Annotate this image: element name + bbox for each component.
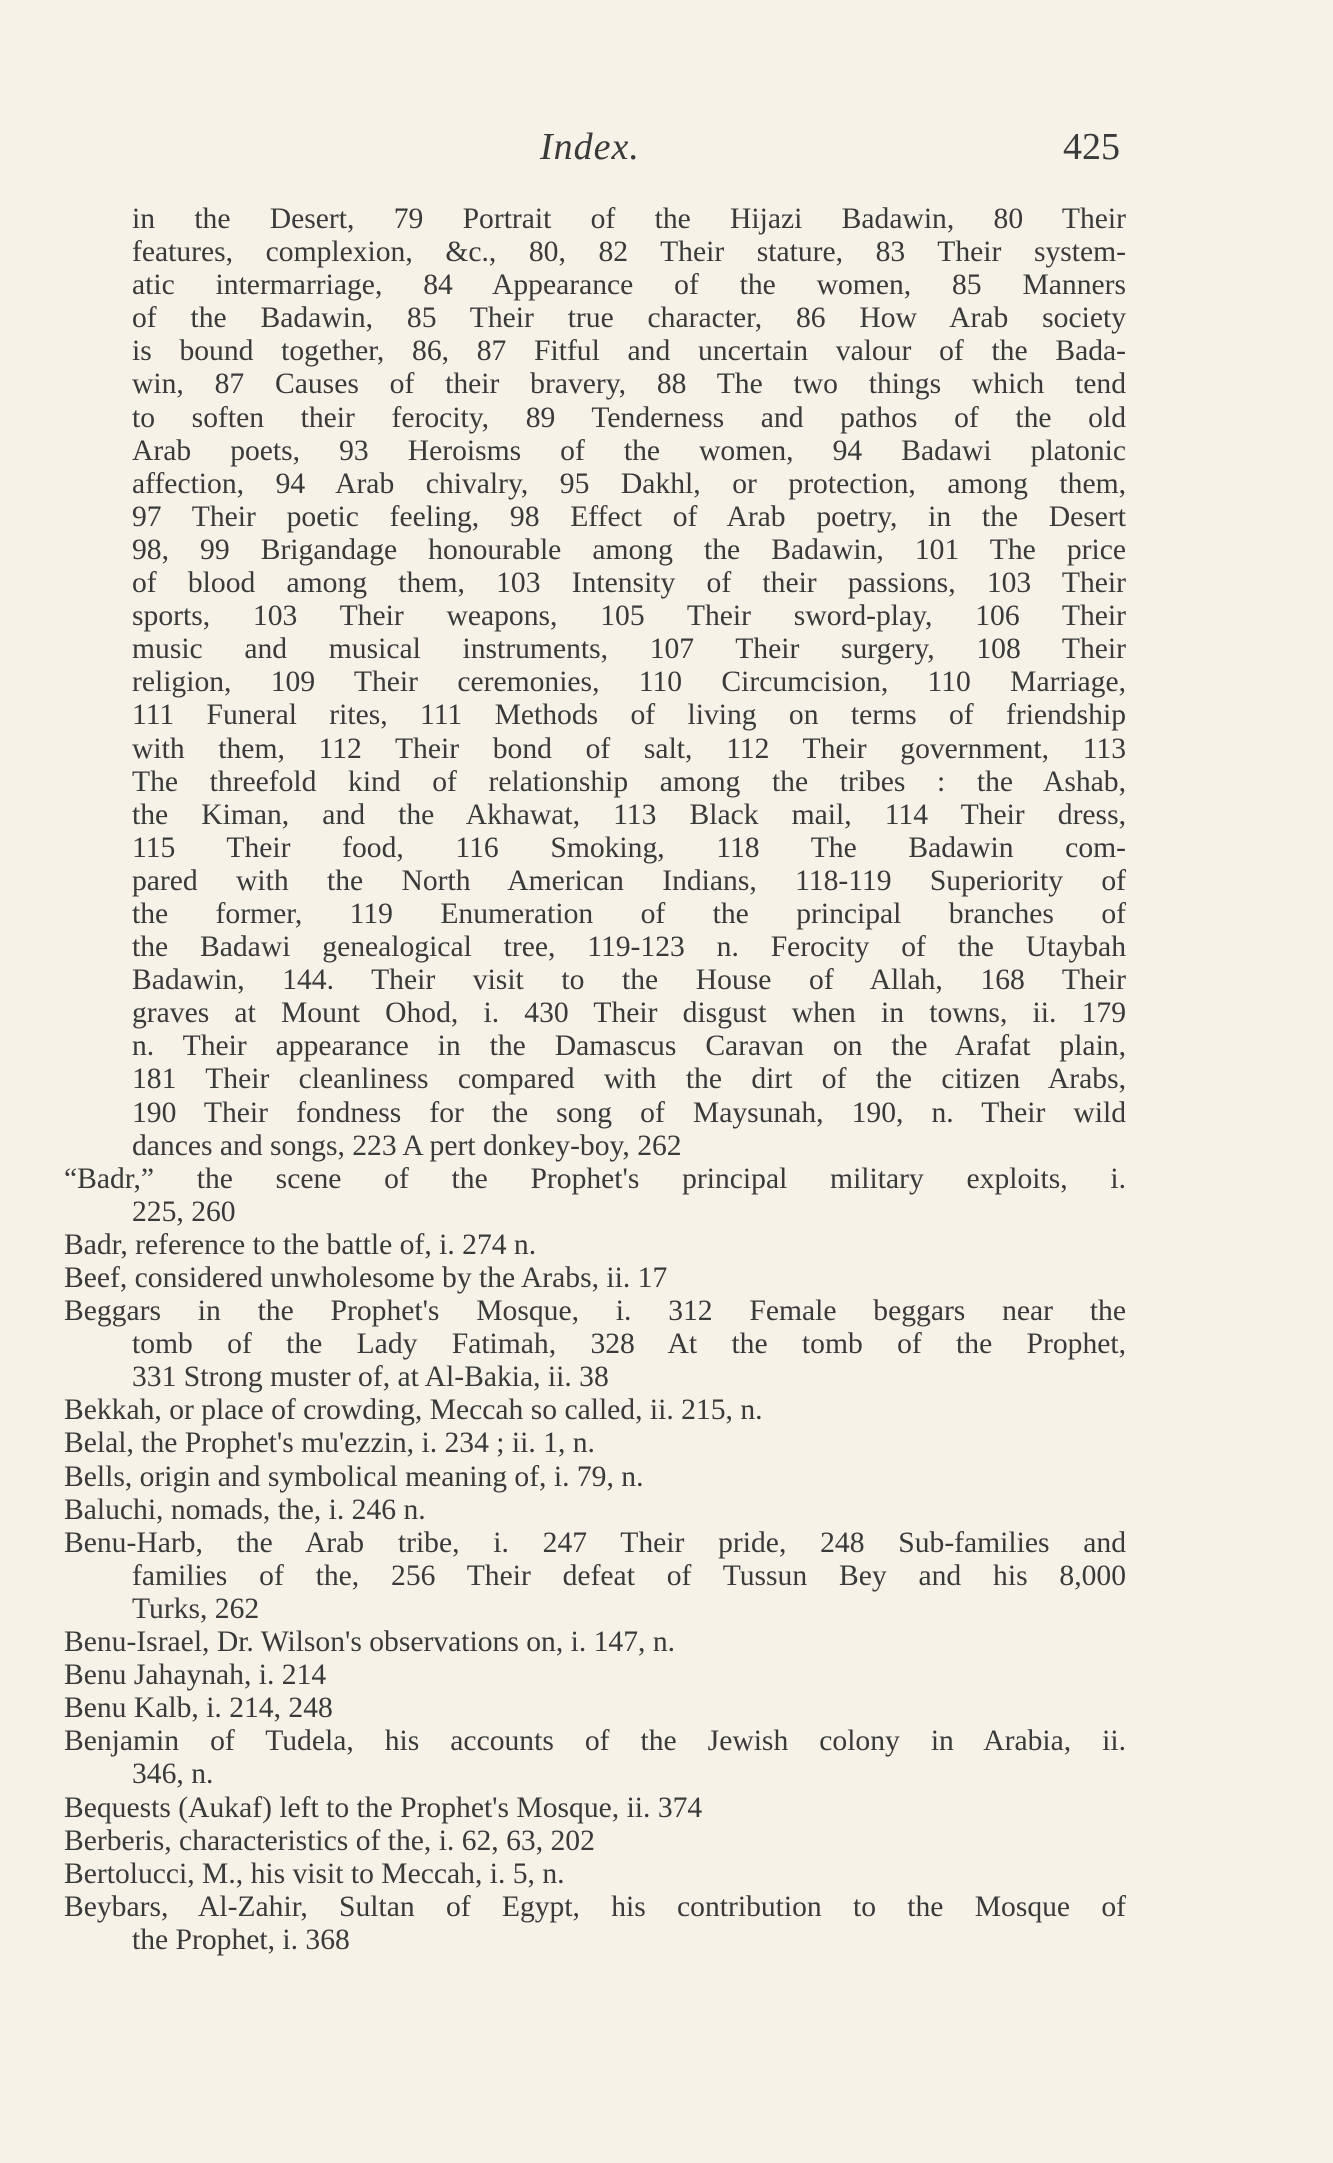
index-line: music and musical instruments, 107 Their surgery, 108 Their: [132, 633, 1126, 666]
index-line: Berberis, characteristics of the, i. 62, 63, 202: [64, 1824, 595, 1857]
index-line: 98, 99 Brigandage honourable among the Badawin, 101 The price: [132, 533, 1126, 566]
index-line: Beybars, Al-Zahir, Sultan of Egypt, his contribution to the Mosque of: [64, 1890, 1126, 1923]
running-head: [540, 125, 1120, 175]
index-line: win, 87 Causes of their bravery, 88 The two things which tend: [132, 368, 1126, 401]
index-line: pared with the North American Indians, 118-119 Superiority of: [132, 864, 1126, 897]
index-body: [64, 203, 1126, 1957]
index-line: Benjamin of Tudela, his accounts of the Jewish colony in Arabia, ii.: [64, 1725, 1126, 1758]
index-line: religion, 109 Their ceremonies, 110 Circumcision, 110 Marriage,: [132, 666, 1126, 699]
index-line: “Badr,” the scene of the Prophet's principal military exploits, i.: [64, 1162, 1126, 1195]
index-line: is bound together, 86, 87 Fitful and uncertain valour of the Bada-: [132, 335, 1126, 368]
index-line: features, complexion, &c., 80, 82 Their stature, 83 Their system-: [132, 236, 1126, 269]
index-line: 346, n.: [132, 1758, 214, 1791]
index-line: of blood among them, 103 Intensity of their passions, 103 Their: [132, 567, 1126, 600]
index-line: in the Desert, 79 Portrait of the Hijazi Badawin, 80 Their: [132, 203, 1126, 235]
index-line: Bequests (Aukaf) left to the Prophet's Mosque, ii. 374: [64, 1791, 703, 1824]
index-line: Bekkah, or place of crowding, Meccah so called, ii. 215, n.: [64, 1394, 763, 1427]
index-line: Belal, the Prophet's mu'ezzin, i. 234 ; ii. 1, n.: [64, 1427, 595, 1460]
index-line: Benu Kalb, i. 214, 248: [64, 1692, 333, 1725]
index-line: with them, 112 Their bond of salt, 112 Their government, 113: [132, 732, 1126, 765]
index-line: the Kiman, and the Akhawat, 113 Black mail, 114 Their dress,: [132, 798, 1126, 831]
index-line: Badr, reference to the battle of, i. 274 n.: [64, 1228, 537, 1261]
index-line: to soften their ferocity, 89 Tenderness and pathos of the old: [132, 401, 1126, 434]
index-line: 115 Their food, 116 Smoking, 118 The Badawin com-: [132, 831, 1126, 864]
index-line: 111 Funeral rites, 111 Methods of living on terms of friendship: [132, 699, 1126, 732]
index-line: Bells, origin and symbolical meaning of, i. 79, n.: [64, 1460, 644, 1493]
index-line: n. Their appearance in the Damascus Caravan on the Arafat plain,: [132, 1030, 1126, 1063]
index-line: graves at Mount Ohod, i. 430 Their disgust when in towns, ii. 179: [132, 997, 1126, 1030]
index-line: Arab poets, 93 Heroisms of the women, 94 Badawi platonic: [132, 434, 1126, 467]
index-line: atic intermarriage, 84 Appearance of the women, 85 Manners: [132, 269, 1126, 302]
index-line: Beggars in the Prophet's Mosque, i. 312 Female beggars near the: [64, 1295, 1126, 1328]
index-line: Turks, 262: [132, 1592, 260, 1625]
index-line: Benu-Harb, the Arab tribe, i. 247 Their pride, 248 Sub-families and: [64, 1526, 1126, 1559]
index-line: Benu-Israel, Dr. Wilson's observations on, i. 147, n.: [64, 1626, 676, 1659]
index-line: the Prophet, i. 368: [132, 1923, 350, 1956]
index-line: the Badawi genealogical tree, 119-123 n. Ferocity of the Utaybah: [132, 931, 1126, 964]
index-line: affection, 94 Arab chivalry, 95 Dakhl, or protection, among them,: [132, 467, 1126, 500]
index-line: 225, 260: [132, 1195, 236, 1228]
index-line: Badawin, 144. Their visit to the House of Allah, 168 Their: [132, 964, 1126, 997]
index-line: 331 Strong muster of, at Al-Bakia, ii. 38: [132, 1361, 609, 1394]
index-line: 181 Their cleanliness compared with the dirt of the citizen Arabs,: [132, 1063, 1126, 1096]
index-line: of the Badawin, 85 Their true character, 86 How Arab society: [132, 302, 1126, 335]
index-line: the former, 119 Enumeration of the principal branches of: [132, 897, 1126, 930]
index-line: Benu Jahaynah, i. 214: [64, 1659, 327, 1692]
index-line: Bertolucci, M., his visit to Meccah, i. 5, n.: [64, 1857, 565, 1890]
index-line: The threefold kind of relationship among the tribes : the Ashab,: [132, 765, 1126, 798]
index-line: Beef, considered unwholesome by the Arabs, ii. 17: [64, 1262, 668, 1294]
index-line: 190 Their fondness for the song of Maysunah, 190, n. Their wild: [132, 1096, 1126, 1129]
index-line: 97 Their poetic feeling, 98 Effect of Arab poetry, in the Desert: [132, 500, 1126, 533]
index-line: sports, 103 Their weapons, 105 Their sword-play, 106 Their: [132, 600, 1126, 633]
index-line: tomb of the Lady Fatimah, 328 At the tomb of the Prophet,: [132, 1328, 1126, 1361]
index-line: families of the, 256 Their defeat of Tussun Bey and his 8,000: [132, 1559, 1126, 1592]
running-title: Index.: [540, 126, 640, 168]
index-line: Baluchi, nomads, the, i. 246 n.: [64, 1493, 426, 1526]
index-line: dances and songs, 223 A pert donkey-boy, 262: [132, 1129, 682, 1162]
page-number: 425: [1063, 126, 1120, 168]
